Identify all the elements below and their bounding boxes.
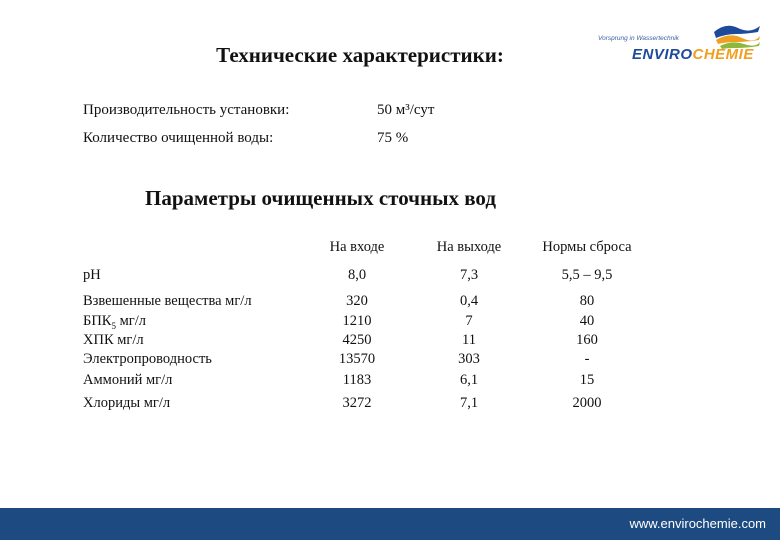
cell-in: 1210 <box>342 313 372 329</box>
row-label <box>83 313 146 331</box>
cell-out: 6,1 <box>459 372 479 388</box>
spec-label: Количество очищенной воды: <box>83 130 274 146</box>
row-label: pH <box>83 267 101 283</box>
row-label: Аммоний мг/л <box>83 372 173 388</box>
cell-norm: 40 <box>579 313 595 329</box>
row-label: Электропроводность <box>83 351 212 367</box>
logo: ENVIROCHEMIE <box>632 46 754 63</box>
row-label-unit: мг/л <box>115 313 146 329</box>
page-title: Технические характеристики: <box>216 43 504 67</box>
row-label: ХПК мг/л <box>83 332 144 348</box>
cell-in: 4250 <box>342 332 372 348</box>
cell-out: 11 <box>462 332 476 348</box>
cell-out: 303 <box>458 351 480 367</box>
cell-in: 320 <box>346 293 368 309</box>
cell-norm: 15 <box>579 372 595 388</box>
row-label: Взвешенные вещества мг/л <box>83 293 252 309</box>
cell-norm: 160 <box>576 332 598 348</box>
spec-label: Производительность установки: <box>83 102 290 118</box>
cell-norm: 5,5 – 9,5 <box>561 267 613 283</box>
cell-in: 3272 <box>342 395 372 411</box>
row-label: Хлориды мг/л <box>83 395 171 411</box>
cell-out: 7,3 <box>459 267 479 283</box>
cell-in: 13570 <box>338 351 376 367</box>
row-label-main: БПК <box>83 313 112 329</box>
cell-in: 8,0 <box>347 267 367 283</box>
col-header-out: На выходе <box>436 239 502 255</box>
cell-norm: 80 <box>579 293 595 309</box>
spec-value: 50 м³/сут <box>377 102 435 118</box>
cell-norm: 2000 <box>572 395 602 411</box>
cell-out: 7,1 <box>459 395 479 411</box>
footer-bar <box>0 508 780 540</box>
cell-norm: - <box>584 351 590 367</box>
logo-tagline: Vorsprung in Wassertechnik <box>598 35 679 42</box>
row-label-sub: 5 <box>111 320 116 331</box>
section-title: Параметры очищенных сточных вод <box>145 186 496 210</box>
footer-url[interactable]: www.envirochemie.com <box>629 516 766 531</box>
col-header-in: На входе <box>329 239 385 255</box>
cell-out: 7 <box>465 313 473 329</box>
cell-in: 1183 <box>342 372 372 388</box>
col-header-norm: Нормы сброса <box>542 239 632 255</box>
cell-out: 0,4 <box>459 293 479 309</box>
spec-value: 75 % <box>377 130 409 146</box>
